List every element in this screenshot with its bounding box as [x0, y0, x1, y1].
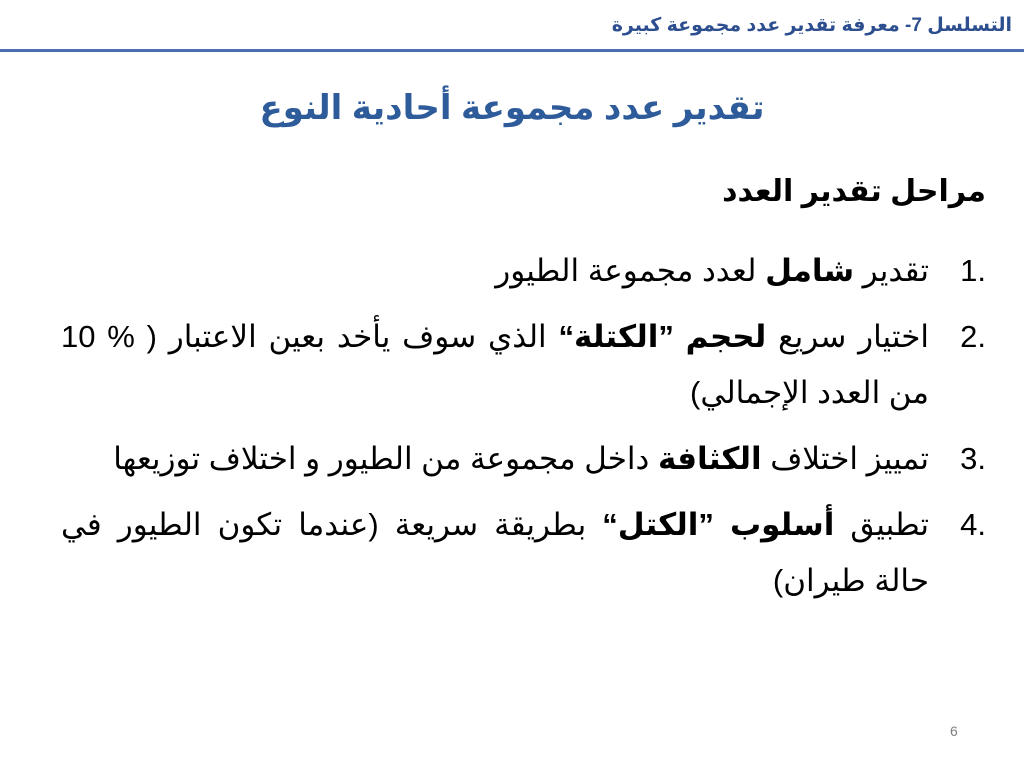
list-item	[61, 431, 986, 487]
list-item	[61, 243, 986, 299]
slide-title: تقدير عدد مجموعة أحادية النوع	[259, 89, 765, 127]
list-item	[61, 497, 986, 609]
item-text-part: الذي سوف يأخد بعين الاعتبار ( % 10 من العدد الإجمالي)	[61, 319, 929, 410]
item-number: 1.	[960, 253, 986, 288]
list-item	[61, 309, 986, 421]
item-text	[61, 507, 929, 598]
item-text	[61, 319, 929, 410]
item-text-part: تطبيق	[834, 507, 930, 542]
item-text-part: اختيار سريع	[766, 319, 930, 354]
item-text-bold: شامل	[765, 253, 855, 288]
item-text-bold: أسلوب ”الكتل“	[602, 507, 835, 542]
header-divider	[0, 49, 1024, 52]
item-text	[113, 441, 929, 476]
page-number: 6	[950, 723, 958, 739]
section-heading: مراحل تقدير العدد	[722, 175, 986, 208]
item-text-part: تمييز اختلاف	[761, 441, 929, 476]
item-number: 2.	[960, 319, 986, 354]
item-text-part: لعدد مجموعة الطيور	[495, 253, 766, 288]
item-text-part: بطريقة سريعة (عندما تكون الطيور في حالة طيران)	[61, 507, 929, 598]
item-text-bold: لحجم ”الكتلة“	[558, 319, 767, 354]
slide-header: التسلسل 7- معرفة تقدير عدد مجموعة كبيرة	[611, 15, 1012, 36]
item-text	[495, 253, 929, 288]
item-number: 4.	[960, 507, 986, 542]
item-text-part: تقدير	[854, 253, 929, 288]
item-number: 3.	[960, 441, 986, 476]
item-text-part: داخل مجموعة من الطيور و اختلاف توزيعها	[113, 441, 658, 476]
item-text-bold: الكثافة	[657, 441, 762, 476]
steps-list	[61, 243, 986, 619]
